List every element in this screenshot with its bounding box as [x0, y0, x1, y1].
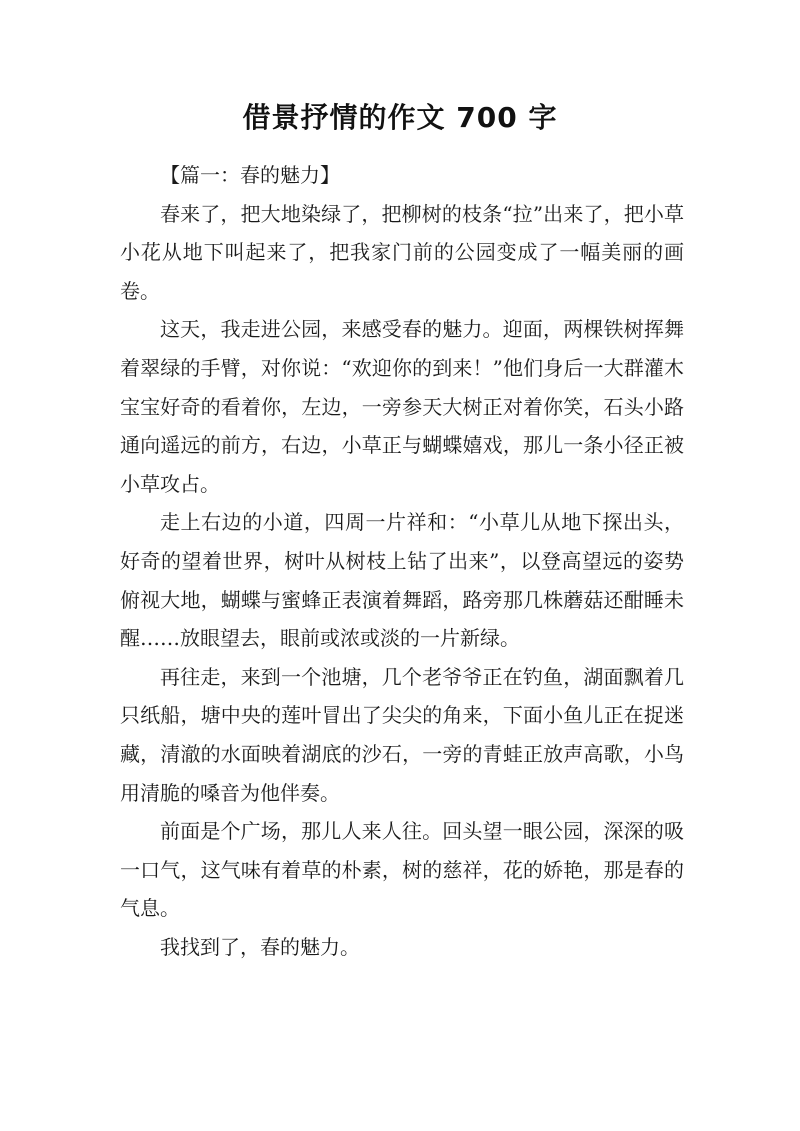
- section-heading: 【篇一：春的魅力】: [160, 163, 340, 187]
- document-body: [120, 156, 684, 966]
- paragraph-1: 春来了，把大地染绿了，把柳树的枝条“拉”出来了，把小草小花从地下叫起来了，把我家门前的公园变成了一幅美丽的画卷。: [120, 201, 684, 303]
- paragraph-3: 走上右边的小道，四周一片祥和：“小草儿从地下探出头，好奇的望着世界，树叶从树枝上钻了出来”，以登高望远的姿势俯视大地，蝴蝶与蜜蜂正表演着舞蹈，路旁那几株蘑菇还酣睡未醒……放眼望去，眼前或浓或淡的一片新绿。: [120, 510, 684, 651]
- paragraph-4: 再往走，来到一个池塘，几个老爷爷正在钓鱼，湖面飘着几只纸船，塘中央的莲叶冒出了尖尖的角来，下面小鱼儿正在捉迷藏，清澈的水面映着湖底的沙石，一旁的青蛙正放声高歌，小鸟用清脆的嗓音为他伴奏。: [120, 664, 684, 805]
- paragraph-2: 这天，我走进公园，来感受春的魅力。迎面，两棵铁树挥舞着翠绿的手臂，对你说：“欢迎你的到来！”他们身后一大群灌木宝宝好奇的看着你，左边，一旁参天大树正对着你笑，石头小路通向遥远的前方，右边，小草正与蝴蝶嬉戏，那儿一条小径正被小草攻占。: [120, 317, 684, 496]
- paragraph-5: 前面是个广场，那儿人来人往。回头望一眼公园，深深的吸一口气，这气味有着草的朴素，树的慈祥，花的娇艳，那是春的气息。: [120, 819, 684, 921]
- document-title: 借景抒情的作文 700 字: [242, 101, 558, 134]
- paragraph-6: 我找到了，春的魅力。: [160, 934, 360, 959]
